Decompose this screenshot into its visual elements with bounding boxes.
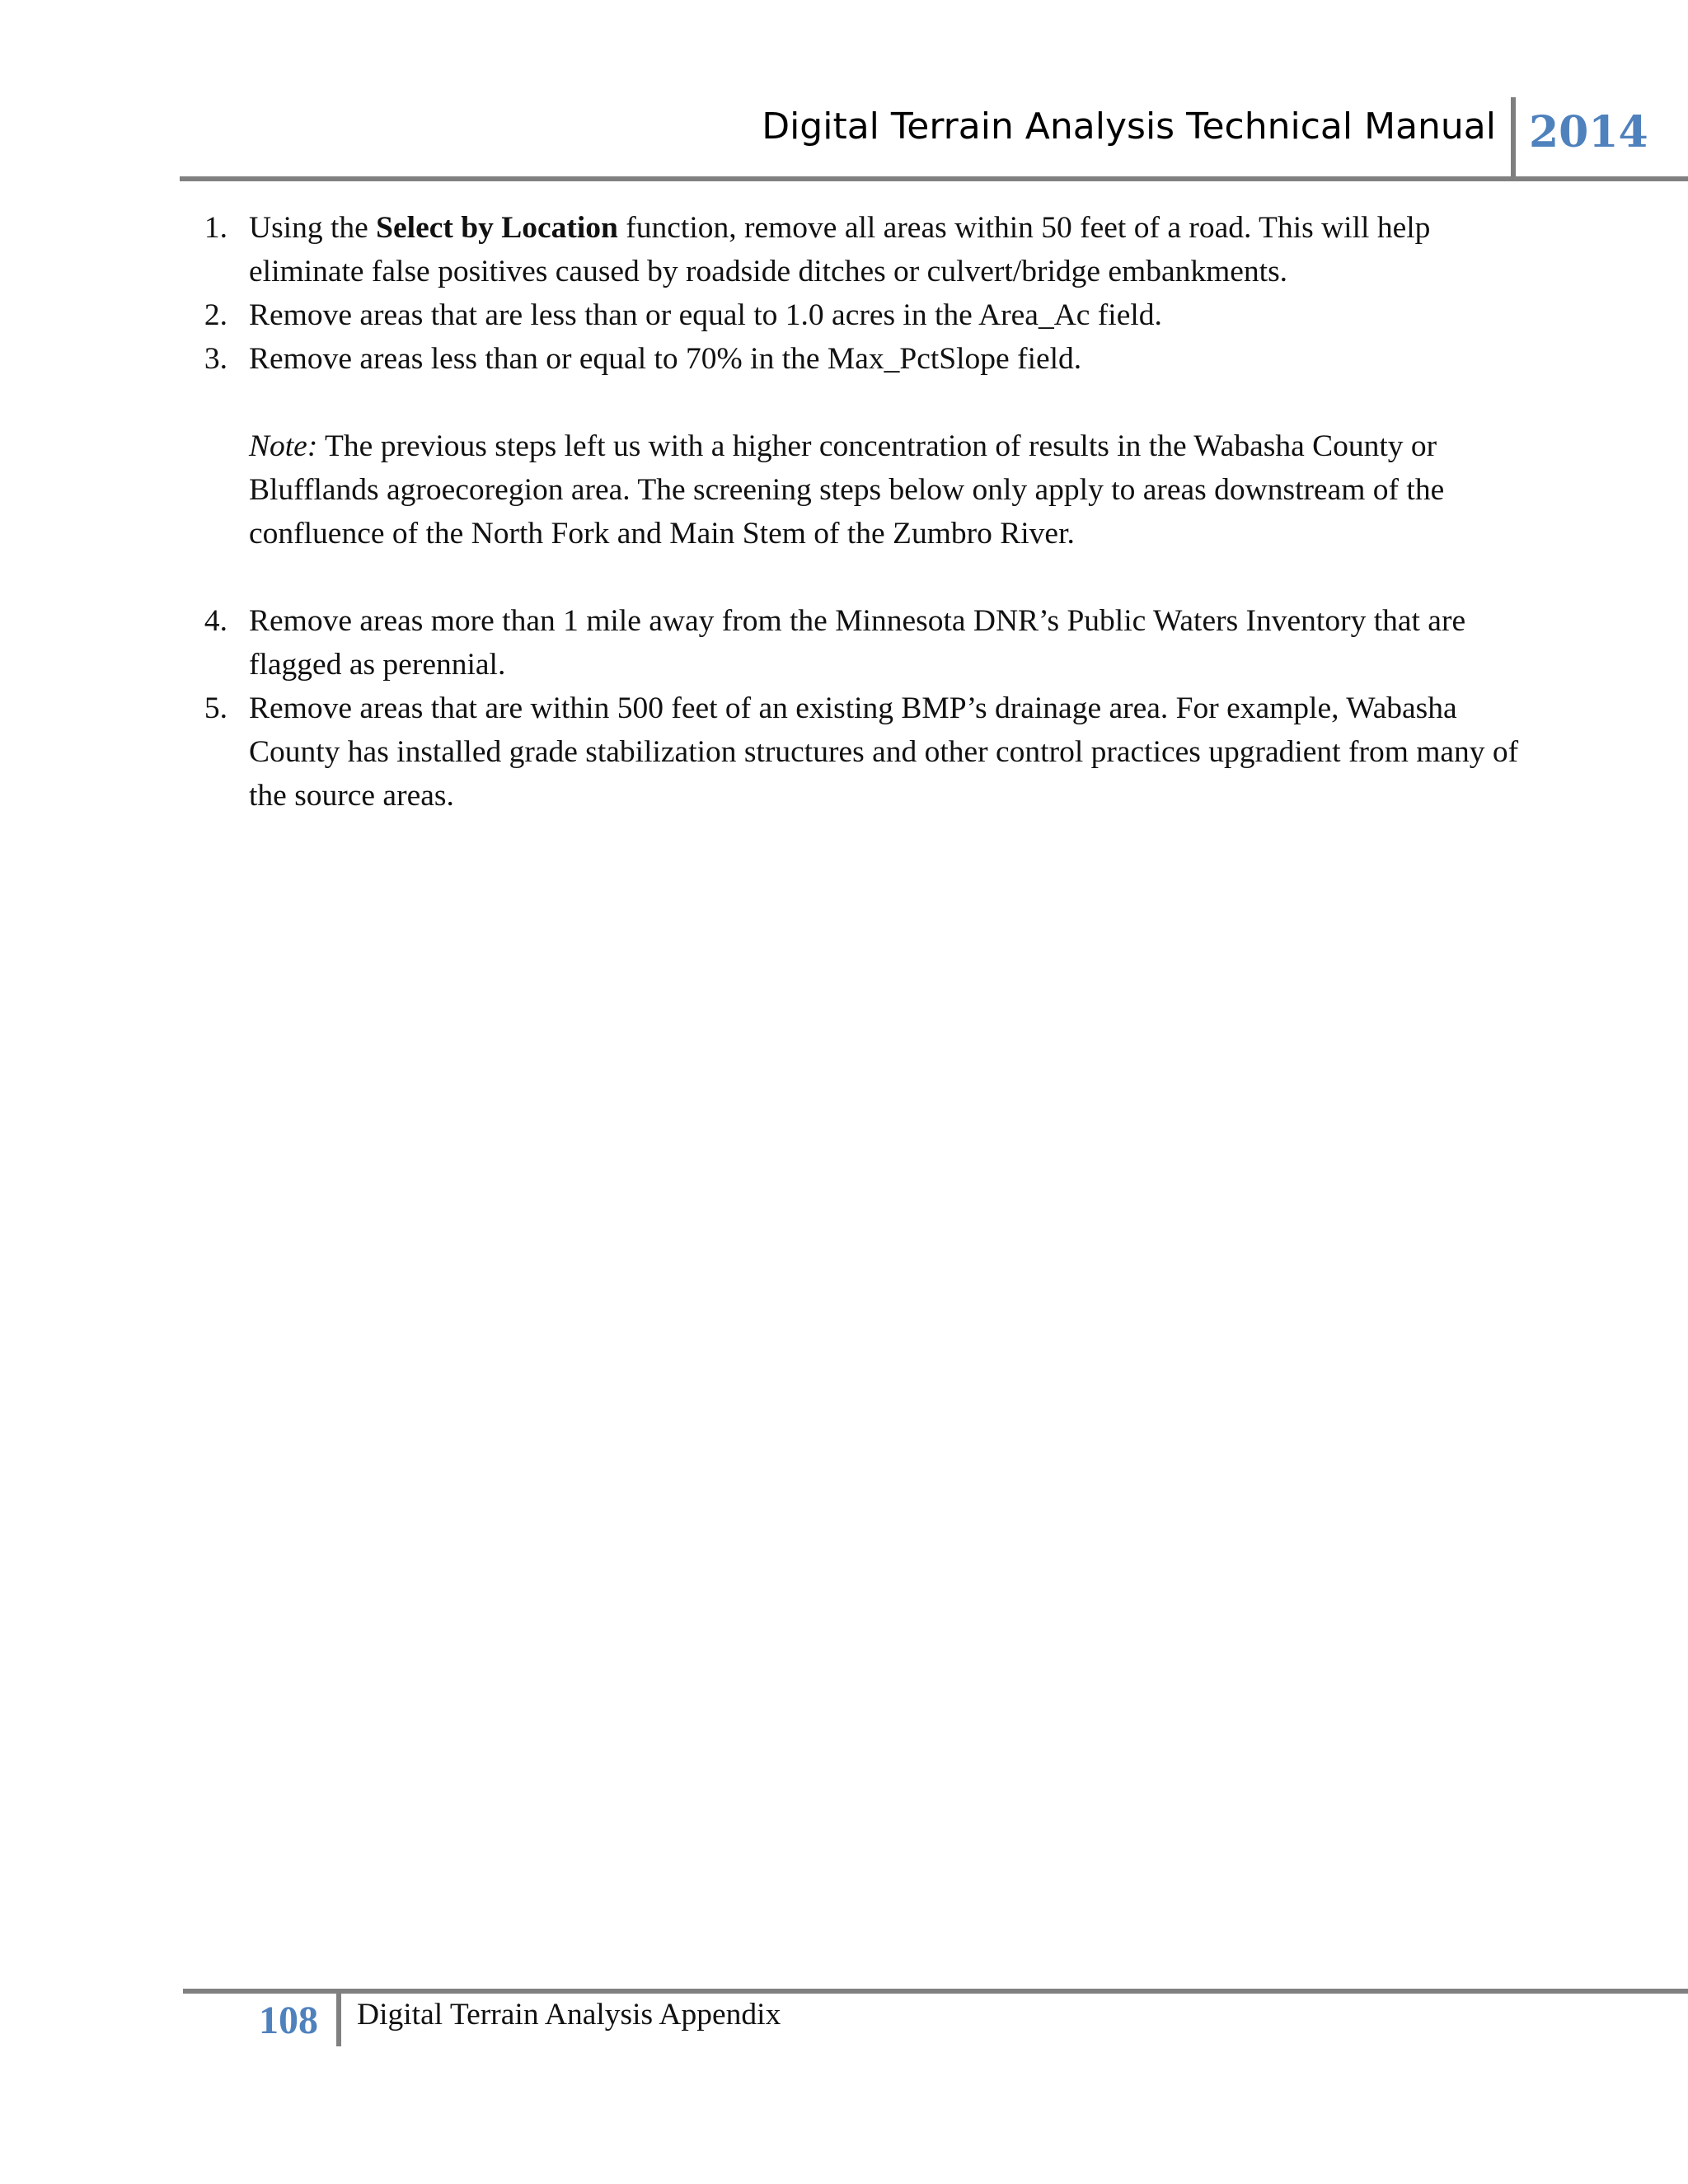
step-text: Remove areas less than or equal to 70% in the Max_PctSlope field.: [249, 342, 1082, 376]
steps-list-second: [191, 599, 1543, 818]
list-item-step-1: [191, 206, 1543, 293]
step-text: Remove areas that are less than or equal to 1.0 acres in the Area_Ac field.: [249, 298, 1162, 332]
footer-text: Digital Terrain Analysis Appendix: [357, 1998, 781, 2032]
step-text-post: function, remove all areas within 50 feet of a road. This will help eliminate false positives caused by roadside ditches or culvert/bridge embankments.: [249, 211, 1431, 288]
step-number: 4.: [204, 604, 227, 638]
note-label: Note:: [249, 429, 318, 463]
header-rule: [180, 176, 1688, 181]
steps-list-first: [191, 206, 1543, 381]
step-number: 2.: [204, 298, 227, 332]
list-item-step-2: [191, 293, 1543, 337]
header-year: 2014: [1529, 107, 1648, 157]
list-item-step-5: [191, 687, 1543, 818]
step-text: Remove areas that are within 500 feet of an existing BMP’s drainage area. For example, Wabasha County has installed grade stabilization structures and other control practices upgradient from many of the source areas.: [249, 691, 1519, 813]
footer-rule: [183, 1989, 1688, 1994]
page-number: 108: [259, 1999, 318, 2042]
step-text-pre: Using the: [249, 211, 377, 245]
list-item-step-4: [191, 599, 1543, 687]
footer-divider: [336, 1989, 341, 2046]
step-text-bold: Select by Location: [376, 211, 618, 245]
step-text: Remove areas more than 1 mile away from the Minnesota DNR’s Public Waters Inventory that are flagged as perennial.: [249, 604, 1466, 682]
header-title: Digital Terrain Analysis Technical Manual: [762, 105, 1496, 148]
page-content: [191, 206, 1543, 818]
note-text: The previous steps left us with a higher concentration of results in the Wabasha County or Blufflands agroecoregion area. The screening steps below only apply to areas downstream of the confluence of the North Fork and Main Stem of the Zumbro River.: [249, 429, 1445, 551]
step-number: 1.: [204, 211, 227, 245]
header-divider: [1511, 97, 1516, 180]
list-item-step-3: [191, 337, 1543, 381]
step-number: 5.: [204, 691, 227, 725]
step-number: 3.: [204, 342, 227, 376]
note-paragraph: [191, 424, 1543, 555]
